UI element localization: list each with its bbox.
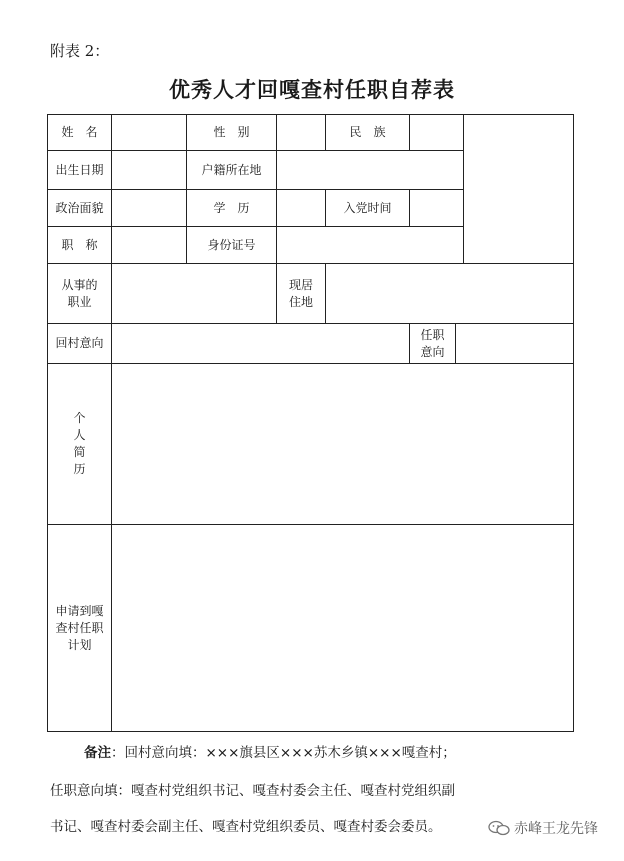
- professional-title-label: 职 称: [61, 237, 98, 252]
- education-label: 学 历: [213, 200, 250, 215]
- return-village-field[interactable]: [112, 324, 409, 363]
- post-intent-label: 任职 意向: [420, 327, 445, 359]
- occupation-label: 从事的 职业: [61, 277, 98, 309]
- plan-label: 申请到嘎 查村任职 计划: [55, 603, 104, 652]
- wechat-icon: [488, 820, 510, 836]
- education-field[interactable]: [277, 190, 325, 226]
- attachment-label: 附表 2：: [50, 42, 110, 60]
- watermark-text: 赤峰王龙先锋: [514, 821, 598, 837]
- political-status-field[interactable]: [112, 190, 186, 226]
- professional-title-field[interactable]: [112, 227, 186, 263]
- id-number-label: 身份证号: [207, 237, 256, 252]
- note-text-1: ：回村意向填：×××旗县区×××苏木乡镇×××嘎查村；: [111, 745, 456, 761]
- hukou-field[interactable]: [277, 151, 463, 189]
- return-village-label: 回村意向: [55, 336, 104, 350]
- form-title: 优秀人才回嘎查村任职自荐表: [169, 77, 455, 102]
- ethnicity-label: 民 族: [349, 125, 386, 139]
- plan-field[interactable]: [112, 525, 573, 731]
- resume-label: 个 人 简 历: [73, 411, 86, 476]
- gender-field[interactable]: [277, 115, 325, 150]
- political-status-label: 政治面貌: [55, 200, 104, 215]
- photo-box[interactable]: [464, 115, 573, 263]
- note-line-2: 任职意向填：嘎查村党组织书记、嘎查村委会主任、嘎查村党组织副: [50, 783, 455, 799]
- party-join-label: 入党时间: [343, 200, 392, 215]
- gender-label: 性 别: [213, 125, 250, 139]
- residence-field[interactable]: [326, 264, 573, 323]
- note-line-1: [50, 744, 580, 762]
- name-field[interactable]: [112, 115, 186, 150]
- note-label: 备注: [84, 745, 111, 761]
- birthdate-label: 出生日期: [55, 162, 104, 177]
- party-join-field[interactable]: [410, 190, 463, 226]
- resume-field[interactable]: [112, 364, 573, 524]
- id-number-field[interactable]: [277, 227, 463, 263]
- hukou-label: 户籍所在地: [201, 162, 262, 177]
- watermark: [488, 818, 598, 838]
- name-label: 姓 名: [61, 125, 98, 139]
- residence-label: 现居 住地: [288, 277, 313, 309]
- post-intent-field[interactable]: [456, 324, 573, 363]
- note-line-3: 书记、嘎查村委会副主任、嘎查村党组织委员、嘎查村委会委员。: [50, 819, 442, 835]
- occupation-field[interactable]: [112, 264, 276, 323]
- ethnicity-field[interactable]: [410, 115, 463, 150]
- birthdate-field[interactable]: [112, 151, 186, 189]
